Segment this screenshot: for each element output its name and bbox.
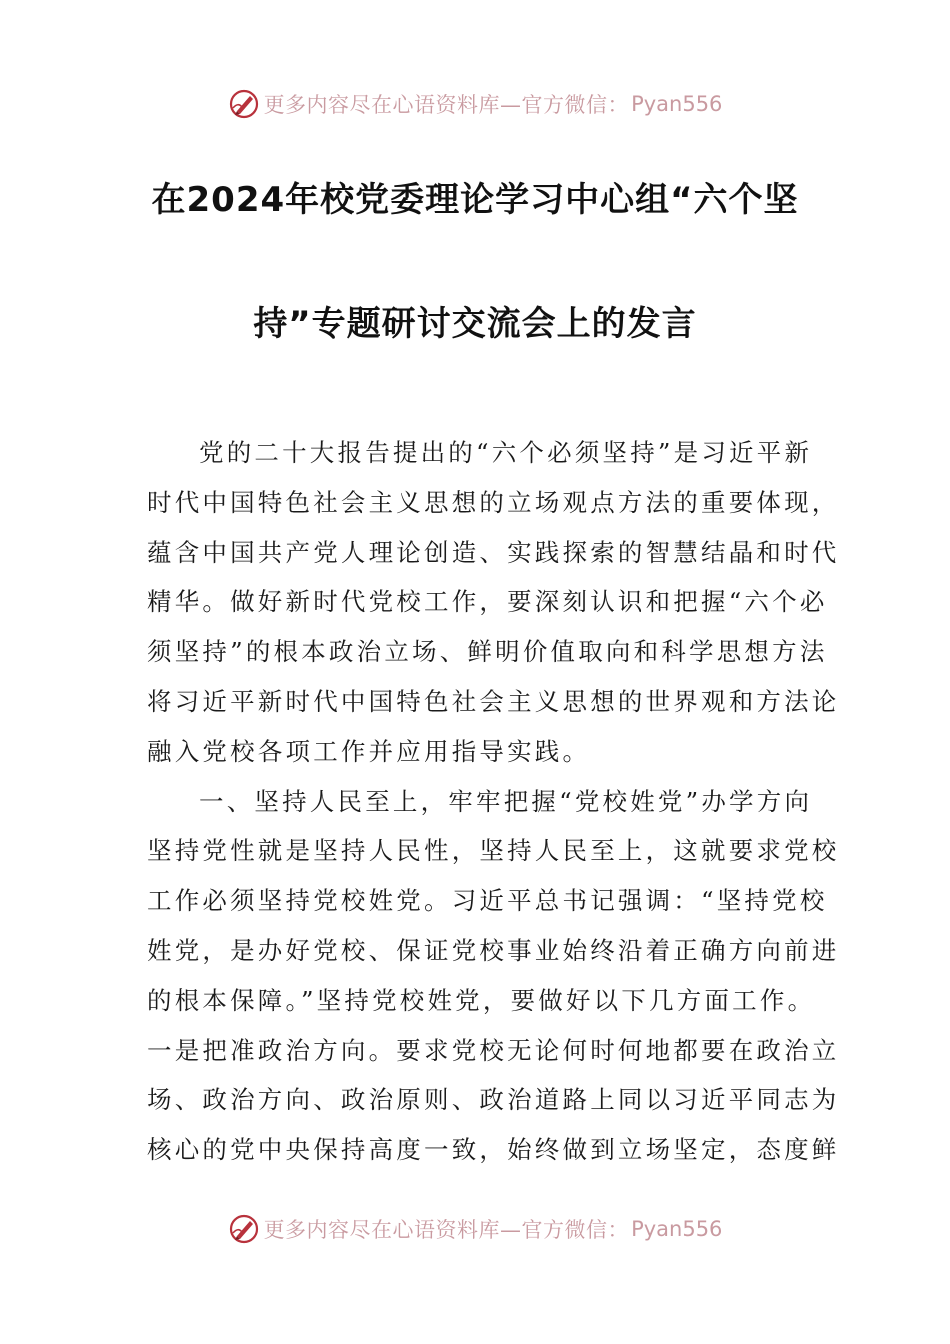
body-line: 党的二十大报告提出的“六个必须坚持”是习近平新	[199, 438, 813, 467]
brush-logo-icon	[228, 1213, 260, 1245]
body-line: 精华。做好新时代党校工作，要深刻认识和把握“六个必	[147, 587, 828, 617]
body-line: 一是把准政治方向。要求党校无论何时何地都要在政治立	[147, 1035, 840, 1065]
watermark-header	[0, 82, 950, 126]
body-line: 的根本保障。”坚持党校姓党，要做好以下几方面工作。	[147, 985, 816, 1015]
body-line: 将习近平新时代中国特色社会主义思想的世界观和方法论	[147, 686, 840, 716]
body-line: 时代中国特色社会主义思想的立场观点方法的重要体现，	[147, 487, 840, 517]
watermark-wechat-id: Pyan556	[631, 92, 723, 116]
body-line: 场、政治方向、政治原则、政治道路上同以习近平同志为	[147, 1085, 840, 1115]
body-line: 工作必须坚持党校姓党。习近平总书记强调：“坚持党校	[147, 886, 828, 916]
document-title-line-1: 在2024年校党委理论学习中心组“六个坚	[151, 180, 799, 220]
body-line: 姓党，是办好党校、保证党校事业始终沿着正确方向前进	[147, 935, 840, 965]
watermark-footer	[0, 1207, 950, 1251]
body-line: 融入党校各项工作并应用指导实践。	[147, 736, 591, 766]
body-line: 须坚持”的根本政治立场、鲜明价值取向和科学思想方法	[147, 637, 828, 667]
body-line: 坚持党性就是坚持人民性，坚持人民至上，这就要求党校	[147, 836, 840, 866]
watermark-text: 更多内容尽在心语资料库—官方微信：	[263, 93, 630, 117]
watermark-wechat-id: Pyan556	[631, 1217, 723, 1241]
document-title-line-2: 持”专题研讨交流会上的发言	[253, 304, 697, 344]
body-line: 蕴含中国共产党人理论创造、实践探索的智慧结晶和时代	[147, 537, 840, 567]
watermark-text: 更多内容尽在心语资料库—官方微信：	[263, 1218, 630, 1242]
body-line: 核心的党中央保持高度一致，始终做到立场坚定，态度鲜	[147, 1135, 840, 1165]
brush-logo-icon	[228, 88, 260, 120]
section-heading-line: 一、坚持人民至上，牢牢把握“党校姓党”办学方向	[199, 786, 813, 816]
document-body	[147, 428, 840, 1175]
